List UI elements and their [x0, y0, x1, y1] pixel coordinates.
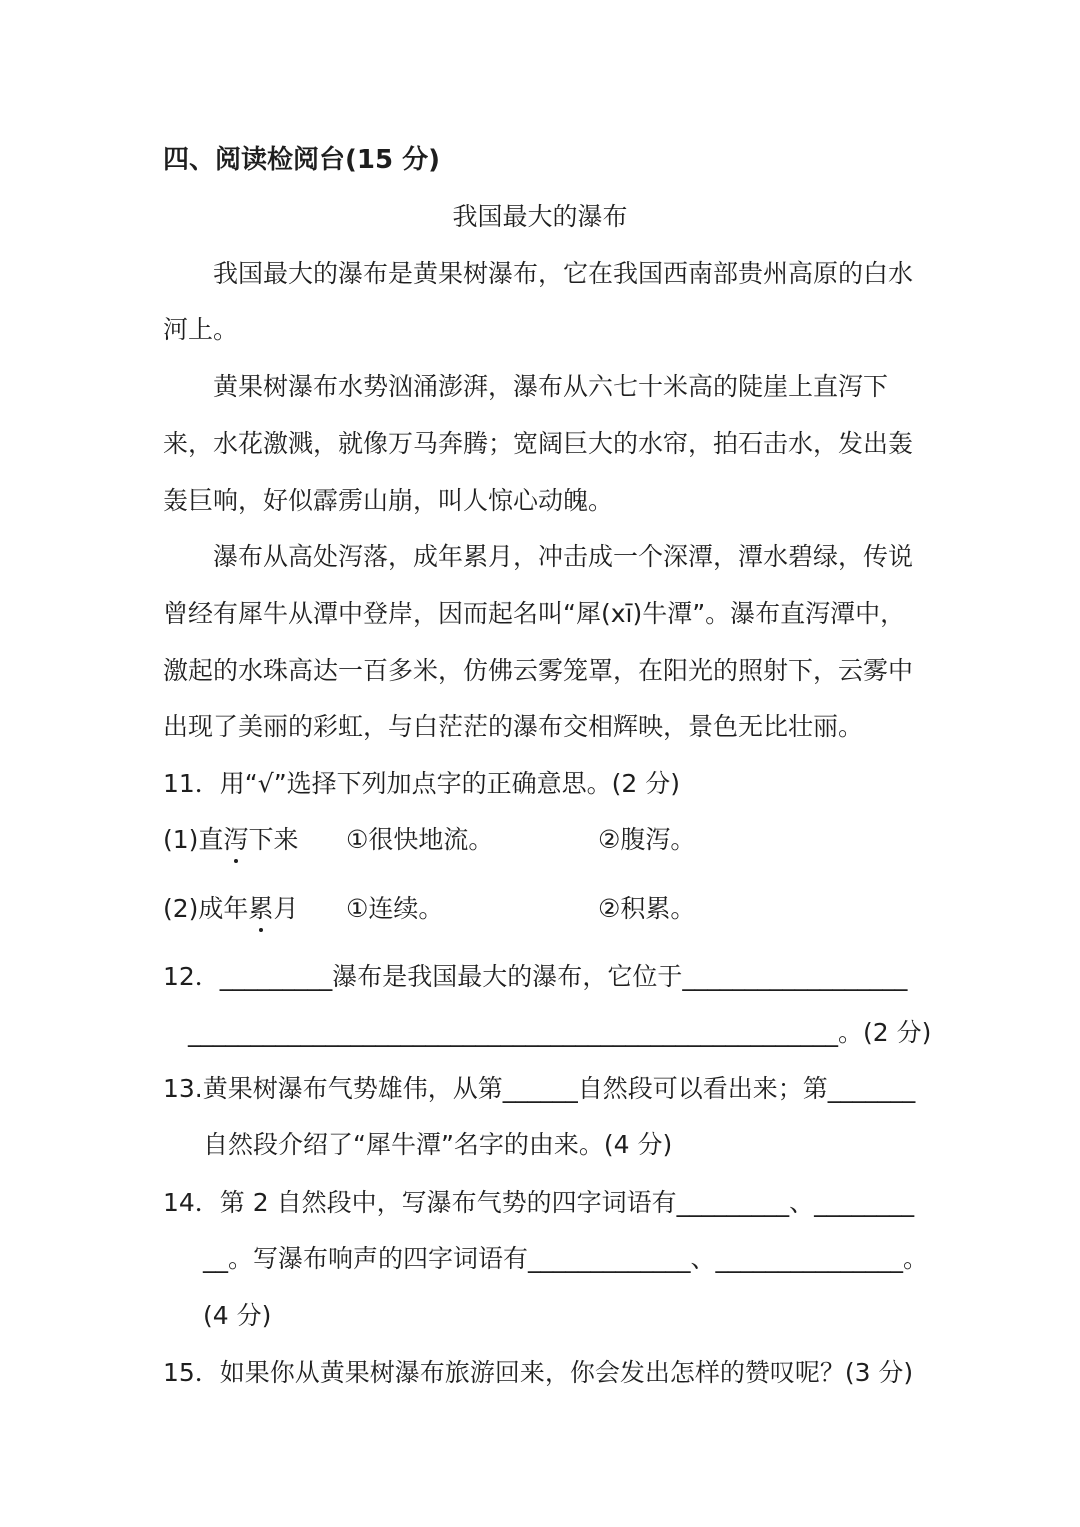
phrase-prefix: (1)直: [163, 825, 224, 854]
q11-item-2-option-1[interactable]: ①连续。: [346, 894, 444, 923]
question-line: __。写瀑布响声的四字词语有_____________、_______________。: [203, 1244, 929, 1273]
paragraph-line: 出现了美丽的彩虹，与白茫茫的瀑布交相辉映，景色无比壮丽。: [163, 712, 864, 741]
phrase-suffix: 下来: [248, 825, 299, 854]
q11-item-1-option-2[interactable]: ②腹泻。: [598, 825, 696, 854]
question-line: 自然段介绍了“犀牛潭”名字的由来。(4 分): [203, 1130, 673, 1159]
q11-item-1-phrase: [163, 823, 298, 857]
dotted-character: 累: [248, 892, 273, 926]
paragraph-line: 我国最大的瀑布是黄果树瀑布，它在我国西南部贵州高原的白水: [213, 259, 914, 288]
q11-item-2-option-2[interactable]: ②积累。: [598, 894, 696, 923]
paragraph-line: 瀑布从高处泻落，成年累月，冲击成一个深潭，潭水碧绿，传说: [213, 542, 914, 571]
paragraph-line: 激起的水珠高达一百多米，仿佛云雾笼罩，在阳光的照射下，云雾中: [163, 656, 914, 685]
section-title: 四、阅读检阅台(15 分): [163, 145, 440, 175]
question-line: 12．_________瀑布是我国最大的瀑布，它位于__________________: [163, 962, 908, 991]
paragraph-line: 河上。: [163, 315, 239, 344]
phrase-prefix: (2)成年: [163, 894, 249, 923]
q11-item-1-option-1[interactable]: ①很快地流。: [346, 825, 494, 854]
question-line: (4 分): [203, 1301, 272, 1330]
question-prompt: 11．用“√”选择下列加点字的正确意思。(2 分): [163, 769, 681, 798]
paragraph-line: 轰巨响，好似霹雳山崩，叫人惊心动魄。: [163, 486, 614, 515]
phrase-suffix: 月: [273, 894, 299, 923]
question-line: 13.黄果树瀑布气势雄伟，从第______自然段可以看出来；第_______: [163, 1074, 916, 1103]
dotted-character: 泻: [223, 823, 248, 857]
passage-title: 我国最大的瀑布: [452, 202, 628, 231]
q11-item-2-phrase: [163, 892, 298, 926]
question-line: ____________________________________________________。(2 分): [188, 1018, 932, 1047]
paragraph-line: 黄果树瀑布水势汹涌澎湃，瀑布从六七十米高的陡崖上直泻下: [213, 372, 889, 401]
paragraph-line: 曾经有犀牛从潭中登岸，因而起名叫“犀(xī)牛潭”。瀑布直泻潭中，: [163, 599, 906, 628]
question-line: 14．第 2 自然段中，写瀑布气势的四字词语有_________、________: [163, 1188, 915, 1217]
question-prompt: 15．如果你从黄果树瀑布旅游回来，你会发出怎样的赞叹呢？(3 分): [163, 1358, 914, 1387]
paragraph-line: 来，水花激溅，就像万马奔腾；宽阔巨大的水帘，拍石击水，发出轰: [163, 429, 914, 458]
